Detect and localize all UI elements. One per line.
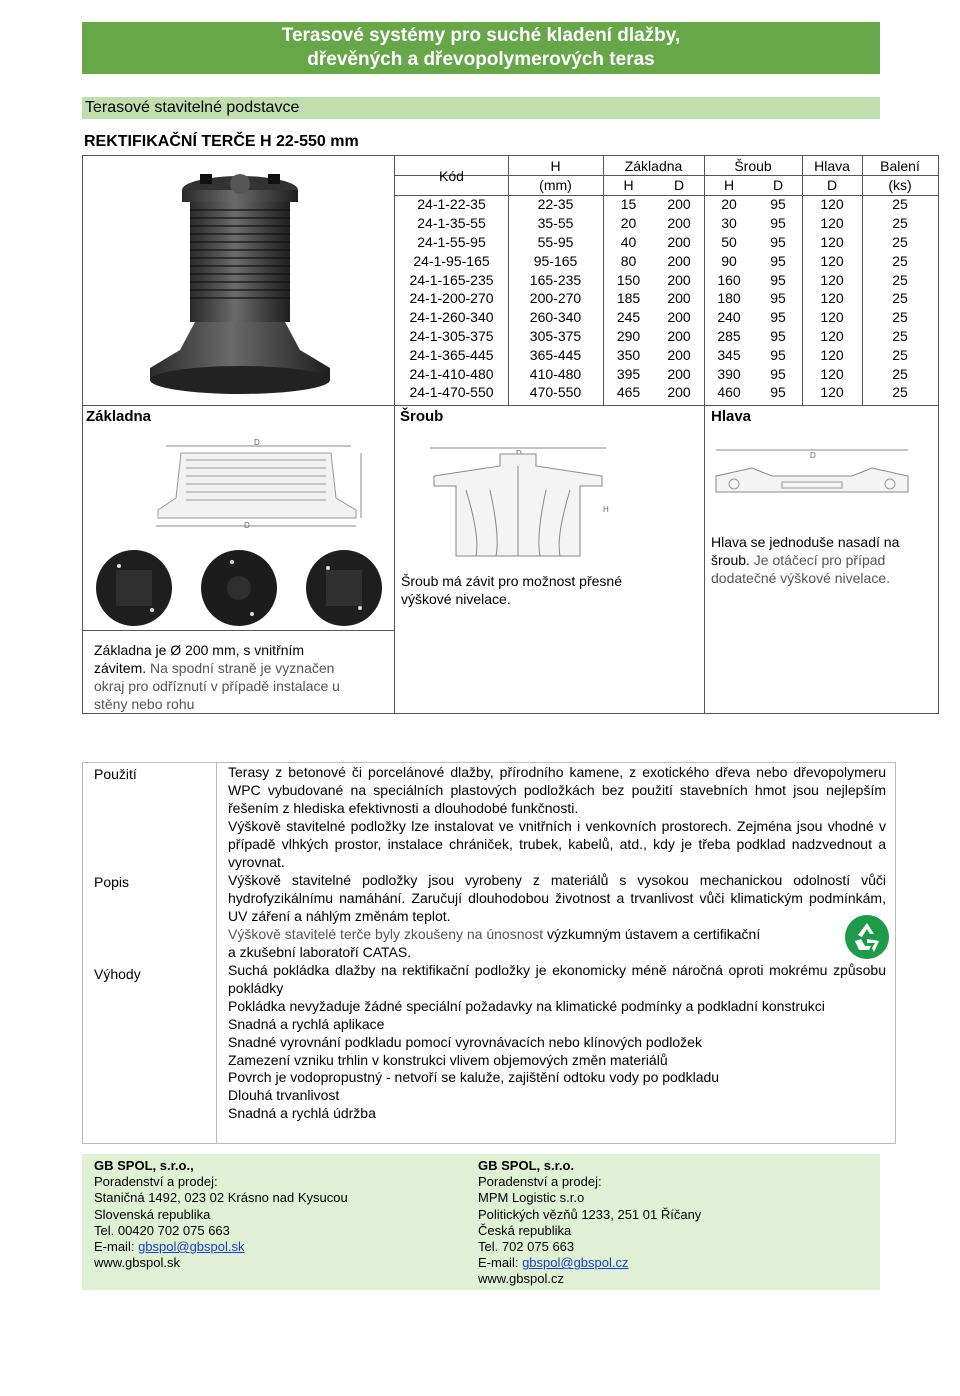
table-cell: 25 (892, 327, 908, 344)
table-cell: 24-1-365-445 (409, 346, 494, 363)
base-drawing (146, 438, 370, 530)
table-cell: 240 (717, 309, 741, 326)
table-cell: 465 (616, 384, 641, 401)
table-cell: 120 (820, 346, 844, 363)
divider (82, 405, 395, 406)
label-vyhody: Výhody (94, 966, 141, 982)
table-cell: 22-35 (537, 196, 574, 213)
table-cell: 25 (892, 252, 908, 269)
footer-line: MPM Logistic s.r.o (478, 1190, 585, 1206)
table-cell: 95 (770, 327, 786, 344)
sub-header-d: D (673, 177, 685, 194)
footer-email-label: E-mail: (478, 1255, 523, 1271)
recycle-icon (844, 914, 890, 960)
dim-d-label: D (244, 521, 250, 530)
vyhody-list (228, 962, 886, 1123)
table-cell: 185 (616, 290, 641, 307)
table-cell: 95 (770, 215, 786, 232)
label-hlava: Hlava (711, 408, 752, 425)
table-cell: 200-270 (529, 290, 582, 307)
footer-email-label: E-mail: (94, 1239, 139, 1255)
table-cell: 25 (892, 233, 908, 250)
table-cell: 80 (620, 252, 637, 269)
table-cell: 95 (770, 196, 786, 213)
col-header-mm: (mm) (539, 177, 572, 194)
table-row (395, 308, 938, 327)
hlava-desc-line: Hlava se jednoduše nasadí na (711, 534, 900, 550)
hlava-desc-line: šroub. (711, 552, 750, 568)
label-sroub: Šroub (400, 408, 444, 425)
table-cell: 24-1-200-270 (409, 290, 494, 307)
table-cell: 25 (892, 309, 908, 326)
sroub-desc-line: Šroub má závit pro možnost přesné (401, 573, 622, 589)
zakladna-desc-line: stěny nebo rohu (94, 696, 195, 712)
divider (394, 405, 939, 406)
table-cell: 95 (770, 290, 786, 307)
table-cell: 290 (616, 327, 641, 344)
vyhody-item: Zamezení vzniku trhlin v konstrukci vlivem objemových změn materiálů (228, 1051, 668, 1068)
table-cell: 120 (820, 384, 844, 401)
dim-d-label: D (810, 451, 816, 460)
table-cell: 345 (717, 346, 741, 363)
table-cell: 25 (892, 196, 908, 213)
title-banner (82, 22, 880, 74)
table-cell: 120 (820, 271, 844, 288)
col-header-baleni: Balení (880, 157, 920, 174)
email-link[interactable]: gbspol@gbspol.sk (138, 1239, 245, 1255)
table-cell: 25 (892, 365, 908, 382)
table-cell: 150 (616, 271, 641, 288)
table-cell: 25 (892, 215, 908, 232)
table-cell: 95-165 (533, 252, 578, 269)
vyhody-item: Suchá pokládka dlažby na rektifikační podložky je ekonomicky méně náročná oproti mokrému způsobu pokládky (228, 962, 886, 996)
table-cell: 50 (721, 233, 737, 250)
table-cell: 24-1-22-35 (417, 196, 486, 213)
head-drawing (712, 446, 912, 506)
table-cell: 24-1-410-480 (409, 365, 494, 382)
table-row (395, 270, 938, 289)
table-cell: 20 (620, 215, 637, 232)
vyhody-item: Snadná a rychlá aplikace (228, 1015, 385, 1032)
email-link[interactable]: gbspol@gbspol.cz (522, 1255, 629, 1271)
table-cell: 120 (820, 309, 844, 326)
table-cell: 95 (770, 252, 786, 269)
zakladna-desc-line: okraj pro odříznutí v případě instalace u (94, 678, 340, 694)
popis-text (228, 872, 886, 962)
sub-header-h: H (623, 177, 634, 194)
hlava-desc-line: Je otáčecí pro případ (749, 552, 886, 568)
table-cell: 120 (820, 365, 844, 382)
table-cell: 24-1-165-235 (409, 271, 494, 288)
divider (704, 405, 705, 714)
footer-line: Politických vězňů 1233, 251 01 Říčany (478, 1206, 702, 1222)
table-cell: 95 (770, 233, 786, 250)
table-cell: 24-1-55-95 (417, 233, 486, 250)
table-cell: 120 (820, 196, 844, 213)
table-cell: 55-95 (537, 233, 574, 250)
zakladna-desc-line: Základna je Ø 200 mm, s vnitřním (94, 642, 305, 658)
col-header-kod: Kód (439, 167, 464, 184)
vyhody-item: Snadná a rychlá údržba (228, 1105, 376, 1122)
table-cell: 245 (616, 309, 641, 326)
table-cell: 120 (820, 290, 844, 307)
table-cell: 25 (892, 384, 908, 401)
table-cell: 35-55 (537, 215, 574, 232)
popis-paragraph: výzkumným ústavem a certifikační (543, 925, 761, 942)
table-row (395, 364, 938, 383)
zakladna-desc-line: Na spodní straně je vyznačen (146, 660, 335, 676)
table-cell: 200 (667, 233, 691, 250)
table-cell: 470-550 (529, 384, 582, 401)
table-cell: 200 (667, 215, 691, 232)
table-cell: 25 (892, 290, 908, 307)
table-cell: 20 (721, 196, 737, 213)
spec-table-body (395, 195, 938, 402)
table-cell: 24-1-35-55 (417, 215, 486, 232)
divider (216, 762, 217, 1144)
website-link[interactable]: www.gbspol.sk (94, 1255, 180, 1271)
pouziti-paragraph: Terasy z betonové či porcelánové dlažby, přírodního kamene, z exotického dřeva nebo dřevopolymeru WPC vybudované na speciálních plastových podložkách bez použití stavebních hmot jsou nejlepším řešením z hlediska efektivnosti a dlouhodobé funkčnosti. (228, 764, 886, 816)
label-pouziti: Použití (94, 766, 137, 782)
col-header-h: H (550, 157, 561, 174)
table-row (395, 383, 938, 402)
screw-drawing (420, 446, 616, 568)
table-cell: 200 (667, 252, 691, 269)
product-title: REKTIFIKAČNÍ TERČE H 22-550 mm (84, 133, 359, 150)
table-cell: 24-1-95-165 (413, 252, 490, 269)
table-cell: 200 (667, 365, 691, 382)
hlava-description (711, 533, 936, 587)
table-cell: 410-480 (529, 365, 582, 382)
col-header-ks: (ks) (888, 177, 912, 194)
table-row (395, 289, 938, 308)
table-row (395, 214, 938, 233)
table-cell: 200 (667, 290, 691, 307)
table-cell: 165-235 (529, 271, 582, 288)
table-row (395, 251, 938, 270)
table-cell: 120 (820, 215, 844, 232)
table-row (395, 345, 938, 364)
col-header-zakladna: Základna (624, 157, 683, 174)
zakladna-desc-line: závitem. (94, 660, 147, 676)
vyhody-item: Pokládka nevyžaduje žádné speciální požadavky na klimatické podmínky a podkladní konstrukci (228, 997, 825, 1014)
table-cell: 120 (820, 327, 844, 344)
table-cell: 160 (717, 271, 741, 288)
dim-h-label: H (603, 505, 609, 514)
sub-header-d: D (826, 177, 838, 194)
table-cell: 15 (620, 196, 637, 213)
table-cell: 305-375 (529, 327, 582, 344)
pouziti-paragraph: Výškově stavitelné podložky lze instalovat ve vnitřních i venkovních prostorech. Zejména jsou vhodné v případě vlhkých prostor, instalace chrániček, trubek, kabelů, atd., kdy je třeba podklad nadzvednout a vyrovnat. (228, 817, 886, 870)
title-line-1: Terasové systémy pro suché kladení dlažby, (281, 25, 681, 46)
table-cell: 25 (892, 271, 908, 288)
popis-paragraph: a zkušební laboratoří CATAS. (228, 943, 412, 960)
label-popis: Popis (94, 874, 130, 890)
table-cell: 200 (667, 309, 691, 326)
table-cell: 95 (770, 346, 786, 363)
table-cell: 95 (770, 365, 786, 382)
table-cell: 95 (770, 384, 786, 401)
sub-header-h: H (723, 177, 735, 194)
table-cell: 260-340 (529, 309, 582, 326)
table-cell: 350 (616, 346, 641, 363)
base-photos (92, 548, 388, 628)
table-cell: 200 (667, 384, 691, 401)
table-cell: 95 (770, 271, 786, 288)
zakladna-description (94, 641, 390, 713)
footer-line: Tel. 00420 702 075 663 (94, 1222, 230, 1238)
footer-line: Poradenství a prodej: (94, 1174, 218, 1190)
pouziti-text (228, 764, 886, 871)
table-row (395, 233, 938, 252)
table-cell: 180 (717, 290, 741, 307)
table-cell: 395 (616, 365, 641, 382)
footer-line: Slovenská republika (94, 1206, 211, 1222)
table-cell: 200 (667, 327, 691, 344)
col-header-sroub: Šroub (734, 157, 772, 174)
col-header-hlava: Hlava (814, 157, 850, 174)
sub-header-d: D (772, 177, 784, 194)
sroub-desc-line: výškové nivelace. (401, 591, 511, 607)
footer-line: Poradenství a prodej: (478, 1174, 602, 1190)
divider (82, 630, 395, 631)
footer-left (94, 1158, 348, 1271)
table-cell: 24-1-305-375 (409, 327, 494, 344)
table-cell: 24-1-260-340 (409, 309, 494, 326)
table-cell: 90 (721, 252, 737, 269)
title-line-2: dřevěných a dřevopolymerových teras (307, 49, 655, 70)
table-cell: 390 (717, 365, 741, 382)
table-cell: 120 (820, 252, 844, 269)
popis-paragraph: Výškově stavitelné podložky jsou vyrobeny z materiálů s vysokou mechanickou odolností vůči hydrofyzikálnímu namáhání. Zaručují dlouhodobou životnost a trvanlivost vůči klimatickým podmínkám, UV záření a náhlým změnám teplot. (228, 872, 886, 924)
table-cell: 365-445 (529, 346, 582, 363)
label-zakladna: Základna (86, 408, 152, 425)
table-cell: 25 (892, 346, 908, 363)
footer-line: Česká republika (478, 1222, 572, 1238)
table-cell: 200 (667, 346, 691, 363)
table-cell: 200 (667, 271, 691, 288)
table-cell: 40 (620, 233, 637, 250)
hlava-desc-line: dodatečné výškové nivelace. (711, 570, 890, 586)
section-heading: Terasové stavitelné podstavce (82, 97, 880, 119)
table-cell: 24-1-470-550 (409, 384, 494, 401)
dim-d-label: D (254, 438, 260, 447)
pedestal-photo (140, 160, 340, 404)
popis-paragraph: Výškově stavitelé terče byly zkoušeny na únosnost (228, 925, 544, 942)
vyhody-item: Dlouhá trvanlivost (228, 1087, 340, 1104)
table-cell: 460 (717, 384, 741, 401)
table-cell: 95 (770, 309, 786, 326)
footer-company: GB SPOL, s.r.o., (94, 1158, 194, 1173)
table-cell: 200 (667, 196, 691, 213)
vyhody-item: Snadné vyrovnání podkladu pomocí vyrovnávacích nebo klínových podložek (228, 1033, 702, 1050)
footer-line: Staničná 1492, 023 02 Krásno nad Kysucou (94, 1190, 348, 1206)
table-cell: 285 (717, 327, 741, 344)
sroub-description (401, 572, 701, 608)
website-link[interactable]: www.gbspol.cz (478, 1271, 564, 1287)
footer-right (478, 1158, 701, 1288)
table-cell: 120 (820, 233, 844, 250)
table-cell: 30 (721, 215, 737, 232)
spec-table (395, 156, 938, 402)
table-row (395, 327, 938, 346)
footer-company: GB SPOL, s.r.o. (478, 1158, 575, 1173)
table-row (395, 195, 938, 214)
footer-line: Tel. 702 075 663 (478, 1239, 575, 1255)
vyhody-item: Povrch je vodopropustný - netvoří se kaluže, zajištění odtoku vody po podkladu (228, 1069, 720, 1086)
